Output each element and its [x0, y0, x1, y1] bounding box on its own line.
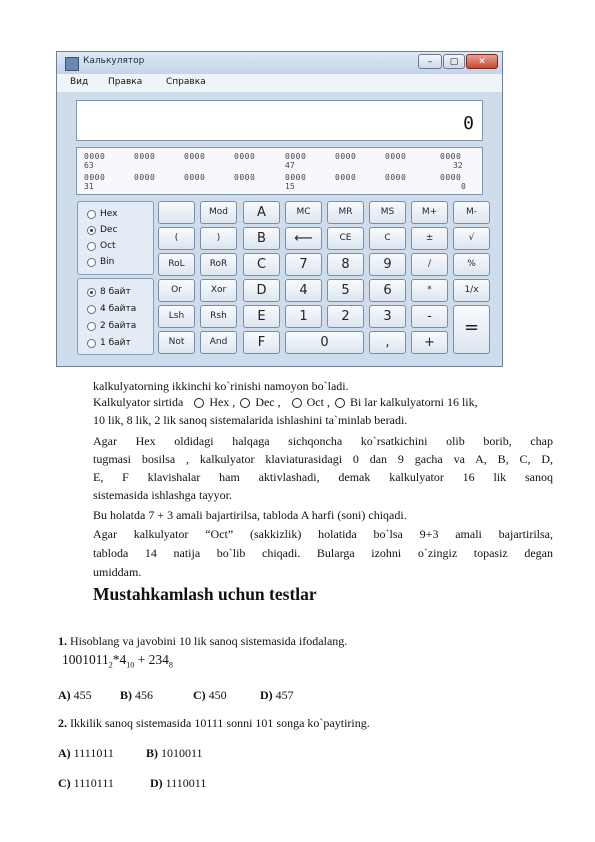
option-value: 456: [135, 688, 153, 702]
paragraph-line: umiddam.: [93, 565, 142, 579]
option-value: 457: [275, 688, 294, 702]
display-value: 0: [463, 113, 474, 134]
bit-row-upper: [84, 152, 474, 161]
key-reciprocal[interactable]: 1/x: [453, 279, 490, 302]
paragraph-line: tugmasi bosilsa , kalkulyator klaviaturasidagi 0 dan 9 gacha va A, B, C, D,: [93, 452, 553, 466]
key-multiply[interactable]: *: [411, 279, 448, 302]
formula-operator: +: [137, 652, 146, 667]
option-label: B): [120, 688, 132, 702]
text-segment: Oct ,: [306, 395, 330, 409]
key-b[interactable]: B: [243, 227, 280, 250]
bit-group: 0000: [440, 173, 462, 182]
key-and[interactable]: And: [200, 331, 237, 354]
option-value: 1111011: [73, 746, 114, 760]
key-8[interactable]: 8: [327, 253, 364, 276]
bit-group: 0000: [335, 173, 357, 182]
formula-term: 4: [119, 652, 127, 667]
calculator-window: [56, 51, 503, 367]
bit-label-0: 0: [461, 182, 466, 191]
key-comma[interactable]: ,: [369, 331, 406, 354]
radio-4-byte-dot[interactable]: [87, 305, 96, 314]
key-5[interactable]: 5: [327, 279, 364, 302]
formula-term: 234: [148, 652, 169, 667]
option-value: 1010011: [161, 746, 203, 760]
bit-group: 0000: [234, 173, 256, 182]
menu-bar: [57, 74, 502, 92]
key-rsh[interactable]: Rsh: [200, 305, 237, 328]
paragraph-line: Bu holatda 7 + 3 amali bajartirilsa, tabloda A harfi (soni) chiqadi.: [93, 508, 407, 522]
formula-operator: *: [112, 652, 120, 667]
formula-base: 2: [108, 660, 113, 670]
text-segment: Kalkulyator sirtida: [93, 395, 184, 409]
radio-8-byte-label: 8 байт: [100, 287, 131, 297]
answer-option: [120, 688, 153, 703]
bit-group: 0000: [184, 152, 206, 161]
text-segment: Hex ,: [209, 395, 236, 409]
question-2: [58, 716, 370, 731]
key-blank[interactable]: [158, 201, 195, 224]
answer-option: [58, 776, 114, 791]
bit-label-15: 15: [285, 182, 295, 191]
text-segment: Bi lar kalkulyatorni 16 lik,: [349, 395, 478, 409]
paragraph-line: tabloda 14 natija bo`lib chiqadi. Bularga izohni o`zingiz topasiz degan: [93, 546, 553, 560]
option-label: C): [193, 688, 206, 702]
answer-option: [150, 776, 206, 791]
key-2[interactable]: 2: [327, 305, 364, 328]
bit-row-lower: [84, 173, 474, 182]
key-rol[interactable]: RoL: [158, 253, 195, 276]
option-value: 455: [73, 688, 92, 702]
key-a[interactable]: A: [243, 201, 280, 224]
question-number: 2.: [58, 716, 67, 730]
radio-circle-icon: [194, 398, 204, 408]
key-minus[interactable]: -: [411, 305, 448, 328]
bit-label-63: 63: [84, 161, 94, 170]
question-text: Hisoblang va javobini 10 lik sanoq sistemasida ifodalang.: [67, 634, 348, 648]
key-not[interactable]: Not: [158, 331, 195, 354]
question-1: [58, 634, 347, 649]
key-left-paren[interactable]: (: [158, 227, 195, 250]
key-hex-c[interactable]: C: [243, 253, 280, 276]
paragraph-line: Agar Hex oldidagi halqaga sichqoncha ko`rsatkichini olib borib, chap: [93, 434, 553, 448]
paragraph-line: sistemasida ishlashga tayyor.: [93, 488, 232, 502]
paragraph-line: kalkulyatorning ikkinchi ko`rinishi namoyon bo`ladi.: [93, 379, 349, 393]
radio-1-byte-label: 1 байт: [100, 338, 131, 348]
radio-dec-dot[interactable]: [87, 226, 96, 235]
option-label: D): [260, 688, 273, 702]
key-right-paren[interactable]: ): [200, 227, 237, 250]
option-label: A): [58, 746, 71, 760]
bit-group: 0000: [335, 152, 357, 161]
key-divide[interactable]: /: [411, 253, 448, 276]
key-m-minus[interactable]: M-: [453, 201, 490, 224]
key-d[interactable]: D: [243, 279, 280, 302]
close-button[interactable]: ✕: [466, 54, 498, 69]
key-mr[interactable]: MR: [327, 201, 364, 224]
bit-group: 0000: [84, 152, 106, 161]
radio-2-byte-dot[interactable]: [87, 322, 96, 331]
radio-hex-label: Hex: [100, 209, 118, 219]
section-heading: Mustahkamlash uchun testlar: [93, 584, 317, 604]
radio-1-byte-dot[interactable]: [87, 339, 96, 348]
key-1[interactable]: 1: [285, 305, 322, 328]
radio-circle-icon: [240, 398, 250, 408]
radio-circle-icon: [335, 398, 345, 408]
radio-bin-dot[interactable]: [87, 258, 96, 267]
bit-group: 0000: [385, 152, 407, 161]
answer-option: [193, 688, 227, 703]
key-m-plus[interactable]: M+: [411, 201, 448, 224]
menu-help[interactable]: Справка: [166, 77, 206, 87]
answer-option: [146, 746, 203, 761]
question-text: Ikkilik sanoq sistemasida 10111 sonni 101 songa ko`paytiring.: [67, 716, 370, 730]
option-label: B): [146, 746, 158, 760]
bit-group: 0000: [385, 173, 407, 182]
key-e[interactable]: E: [243, 305, 280, 328]
key-mc[interactable]: MC: [285, 201, 322, 224]
radio-2-byte-label: 2 байта: [100, 321, 137, 331]
bit-group: 0000: [134, 152, 156, 161]
bit-label-47: 47: [285, 161, 295, 170]
bit-group: 0000: [84, 173, 106, 182]
formula-base: 8: [168, 660, 173, 670]
bit-group: 0000: [234, 152, 256, 161]
bit-group: 0000: [285, 152, 307, 161]
key-ce[interactable]: CE: [327, 227, 364, 250]
option-label: D): [150, 776, 163, 790]
radio-8-byte-dot[interactable]: [87, 288, 96, 297]
answer-option: [58, 688, 92, 703]
radio-dec-label: Dec: [100, 225, 118, 235]
key-mod[interactable]: Mod: [200, 201, 237, 224]
key-6[interactable]: 6: [369, 279, 406, 302]
formula-base: 10: [126, 660, 135, 670]
bit-group: 0000: [134, 173, 156, 182]
minimize-button[interactable]: –: [418, 54, 442, 69]
bit-label-31: 31: [84, 182, 94, 191]
key-3[interactable]: 3: [369, 305, 406, 328]
key-plus-minus[interactable]: ±: [411, 227, 448, 250]
key-backspace[interactable]: ⟵: [285, 227, 322, 250]
option-label: C): [58, 776, 71, 790]
bit-display-panel: [76, 147, 483, 195]
key-percent[interactable]: %: [453, 253, 490, 276]
paragraph-line-hex: [93, 395, 553, 411]
calculator-icon: [65, 57, 79, 71]
key-f[interactable]: F: [243, 331, 280, 354]
paragraph-line: E, F klavishalar ham aktivlashadi, demak kalkulyator 16 lik sanoq: [93, 470, 553, 484]
key-ror[interactable]: RoR: [200, 253, 237, 276]
radio-bin-label: Bin: [100, 257, 115, 267]
option-value: 1110111: [73, 776, 114, 790]
text-segment: Dec ,: [255, 395, 281, 409]
menu-view[interactable]: Вид: [70, 77, 89, 87]
option-value: 450: [208, 688, 227, 702]
bit-group: 0000: [184, 173, 206, 182]
radio-4-byte-label: 4 байта: [100, 304, 137, 314]
title-bar: [57, 52, 502, 74]
key-9[interactable]: 9: [369, 253, 406, 276]
number-system-group: [77, 201, 154, 275]
key-or[interactable]: Or: [158, 279, 195, 302]
bit-label-32: 32: [453, 161, 463, 170]
key-0[interactable]: 0: [285, 331, 364, 354]
key-sqrt[interactable]: √: [453, 227, 490, 250]
bit-group: 0000: [285, 173, 307, 182]
key-plus[interactable]: +: [411, 331, 448, 354]
question-number: 1.: [58, 634, 67, 648]
option-label: A): [58, 688, 71, 702]
key-7[interactable]: 7: [285, 253, 322, 276]
radio-hex-dot[interactable]: [87, 210, 96, 219]
maximize-button[interactable]: ▢: [443, 54, 465, 69]
key-4[interactable]: 4: [285, 279, 322, 302]
question-1-formula: [62, 652, 173, 670]
paragraph-line: 10 lik, 8 lik, 2 lik sanoq sistemalarida ishlashini ta`minlab beradi.: [93, 413, 408, 427]
radio-oct-dot[interactable]: [87, 242, 96, 251]
option-value: 1110011: [165, 776, 207, 790]
menu-edit[interactable]: Правка: [108, 77, 143, 87]
paragraph-line: Agar kalkulyator “Oct” (sakkizlik) holatida bo`lsa 9+3 amali bajartirilsa,: [93, 527, 553, 541]
window-title: Калькулятор: [83, 56, 145, 66]
word-size-group: [77, 278, 154, 355]
answer-option: [260, 688, 294, 703]
key-equals[interactable]: =: [453, 305, 490, 354]
key-lsh[interactable]: Lsh: [158, 305, 195, 328]
answer-option: [58, 746, 114, 761]
key-xor[interactable]: Xor: [200, 279, 237, 302]
calculator-display: [76, 100, 483, 141]
radio-oct-label: Oct: [100, 241, 116, 251]
formula-term: 1001011: [62, 652, 109, 667]
key-ms[interactable]: MS: [369, 201, 406, 224]
bit-group: 0000: [440, 152, 462, 161]
key-c[interactable]: C: [369, 227, 406, 250]
radio-circle-icon: [292, 398, 302, 408]
